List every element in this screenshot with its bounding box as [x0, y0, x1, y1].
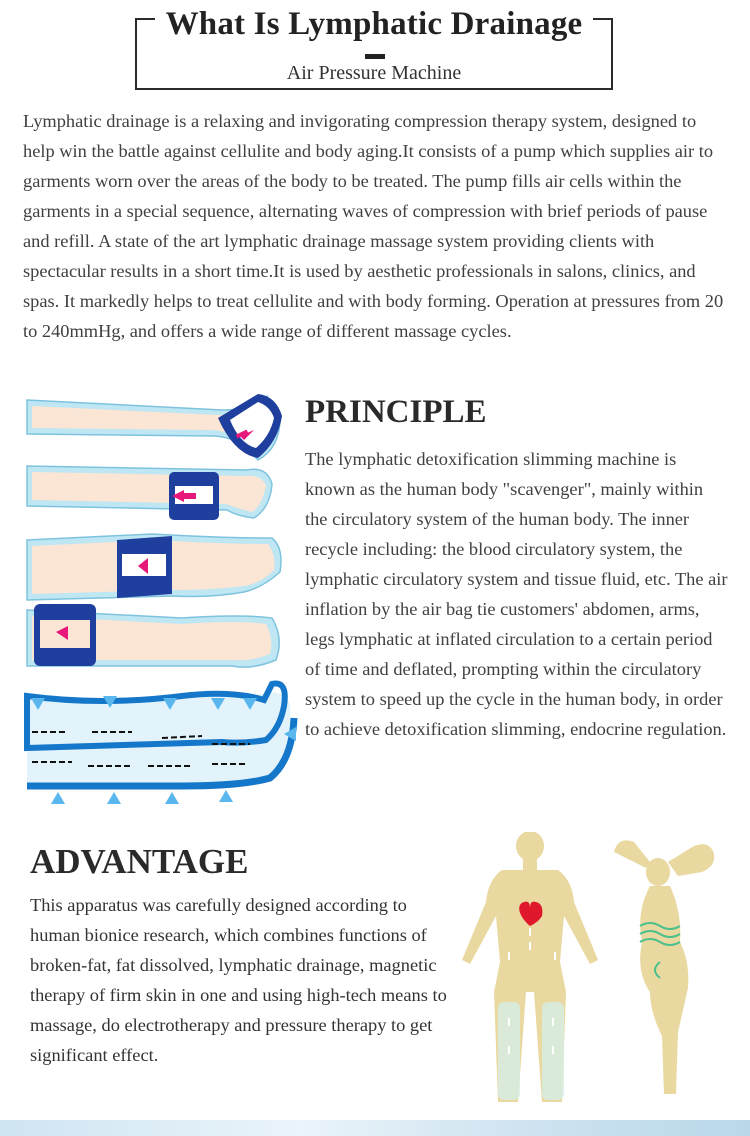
- intro-paragraph: Lymphatic drainage is a relaxing and invigorating compression therapy system, designed to help win the battle against cellulite and body aging.It consists of a pump which supplies air to garments worn over the areas of the body to be treated. The pump fills air cells within the garments in a special sequence, alternating waves of compression with brief periods of pause and refill. A state of the art lymphatic drainage massage system providing clients with spectacular results in a short time.It is used by aesthetic professionals in salons, clinics, and spas. It markedly helps to treat cellulite and with body forming. Operation at pressures from 20 to 240mmHg, and offers a wide range of different massage cycles.: [23, 111, 724, 341]
- page-title: What Is Lymphatic Drainage: [159, 6, 589, 43]
- bottom-decorative-bar: [0, 1120, 750, 1136]
- advantage-paragraph: This apparatus was carefully designed according to human bionice research, which combines functions of broken-fat, fat dissolved, lymphatic drainage, magnetic therapy of firm skin in one and using high-tech means to massage, do electrotherapy and pressure therapy to get significant effect.: [30, 895, 447, 1065]
- advantage-heading: ADVANTAGE: [30, 842, 249, 881]
- title-box-corner-right: [593, 18, 613, 20]
- principle-paragraph: The lymphatic detoxification slimming machine is known as the human body "scavenger", mainly within the circulatory system of the human body. The inner recycle including: the blood circulatory system, the lymphatic circulatory system and tissue fluid, etc. The air inflation by the air bag tie customers' abdomen, arms, legs lymphatic at inflated circulation to a certain period of time and deflated, prompting within the circulatory system to speed up the cycle in the human body, in order to achieve detoxification slimming, endocrine regulation.: [305, 449, 728, 739]
- title-divider-bar: [365, 54, 385, 59]
- leg-stage-1: [27, 394, 282, 460]
- body-side-figure: [606, 832, 726, 1102]
- leg-stage-4: [27, 604, 279, 667]
- leg-stage-3: [27, 534, 281, 600]
- flow-diagram: [27, 683, 296, 804]
- page-subtitle: Air Pressure Machine: [286, 62, 462, 84]
- body-front-figure: [458, 832, 608, 1108]
- title-box-corner-left: [135, 18, 155, 20]
- title-box: [135, 6, 613, 90]
- leg-stage-2: [27, 466, 272, 520]
- principle-heading: PRINCIPLE: [305, 394, 487, 430]
- leg-compression-illustration: [22, 388, 302, 818]
